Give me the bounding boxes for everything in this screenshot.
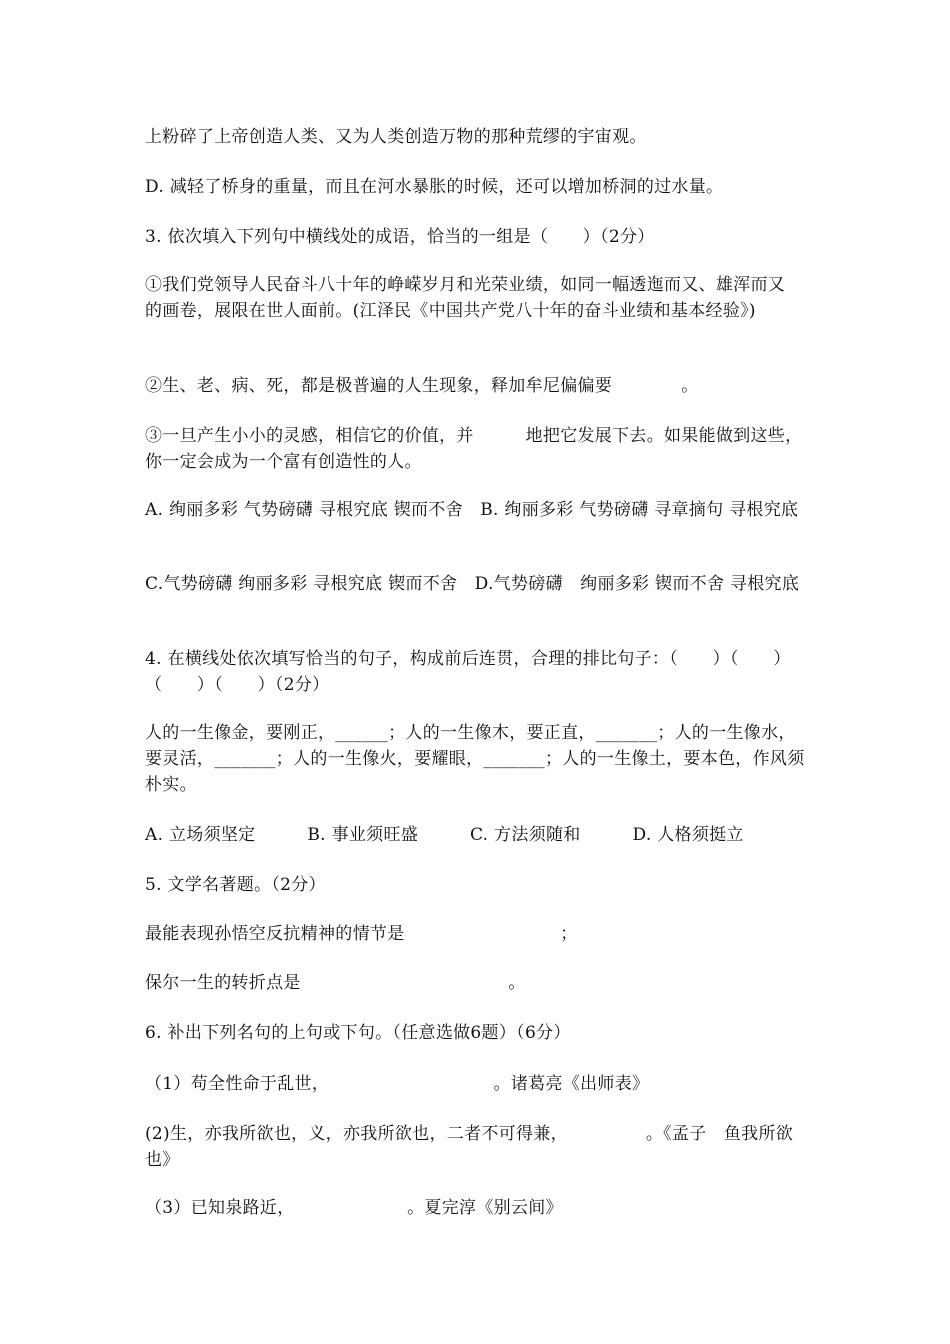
question-6-heading: 6. 补出下列名句的上句或下句。（任意选做6题）（6分） [145, 1023, 571, 1043]
question-6-item-3: （3）已知泉路近， 。夏完淳《别云间》 [145, 1198, 563, 1218]
question-5-item-1: 最能表现孙悟空反抗精神的情节是 ； [145, 924, 578, 944]
text-line-continuation: 上粉碎了上帝创造人类、又为人类创造万物的那种荒缪的宇宙观。 [145, 127, 647, 147]
question-5-heading: 5. 文学名著题。（2分） [145, 875, 326, 895]
question-3-sentence-3: ③一旦产生小小的灵感，相信它的价值，并 地把它发展下去。如果能做到这些，你一定会成为一个富有创造性的人。 [145, 426, 803, 472]
question-3-sentence-2: ②生、老、病、死，都是极普遍的人生现象，释加牟尼偏偏要 。 [145, 376, 699, 396]
question-6-item-2: (2)生，亦我所欲也，义，亦我所欲也，二者不可得兼， 。《孟子 鱼我所欲也》 [145, 1124, 794, 1170]
question-5-item-2: 保尔一生的转折点是 。 [145, 973, 526, 993]
question-3-heading: 3. 依次填入下列句中横线处的成语，恰当的一组是（ ）（2分） [145, 227, 655, 247]
question-4-options: A. 立场须坚定 B. 事业须旺盛 C. 方法须随和 D. 人格须挺立 [145, 825, 744, 845]
question-4-passage: 人的一生像金，要刚正，______；人的一生像木，要正直，_______；人的一生像水，要灵活，_______；人的一生像火，要耀眼，_______；人的一生像土，要本色，作风须朴实。 [145, 723, 805, 795]
question-3-sentence-1: ①我们党领导人民奋斗八十年的峥嵘岁月和光荣业绩，如同一幅透迤而又、雄浑而又 的画卷，展限在世人面前。(江泽民《中国共产党八十年的奋斗业绩和基本经验》) [145, 275, 820, 321]
question-6-item-1: （1）苟全性命于乱世， 。诸葛亮《出师表》 [145, 1074, 650, 1094]
question-3-options-cd: C.气势磅礴 绚丽多彩 寻根究底 锲而不舍 D.气势磅礴 绚丽多彩 锲而不舍 寻根究底 [145, 574, 800, 594]
question-3-options-ab: A. 绚丽多彩 气势磅礴 寻根究底 锲而不舍 B. 绚丽多彩 气势磅礴 寻章摘句 寻根究底 [145, 500, 799, 520]
question-4-heading: 4. 在横线处依次填写恰当的句子，构成前后连贯，合理的排比句子：（ ）（ ）（ ）（ ）（2分） [145, 649, 791, 695]
option-d-line: D. 减轻了桥身的重量，而且在河水暴胀的时候，还可以增加桥洞的过水量。 [145, 177, 724, 197]
